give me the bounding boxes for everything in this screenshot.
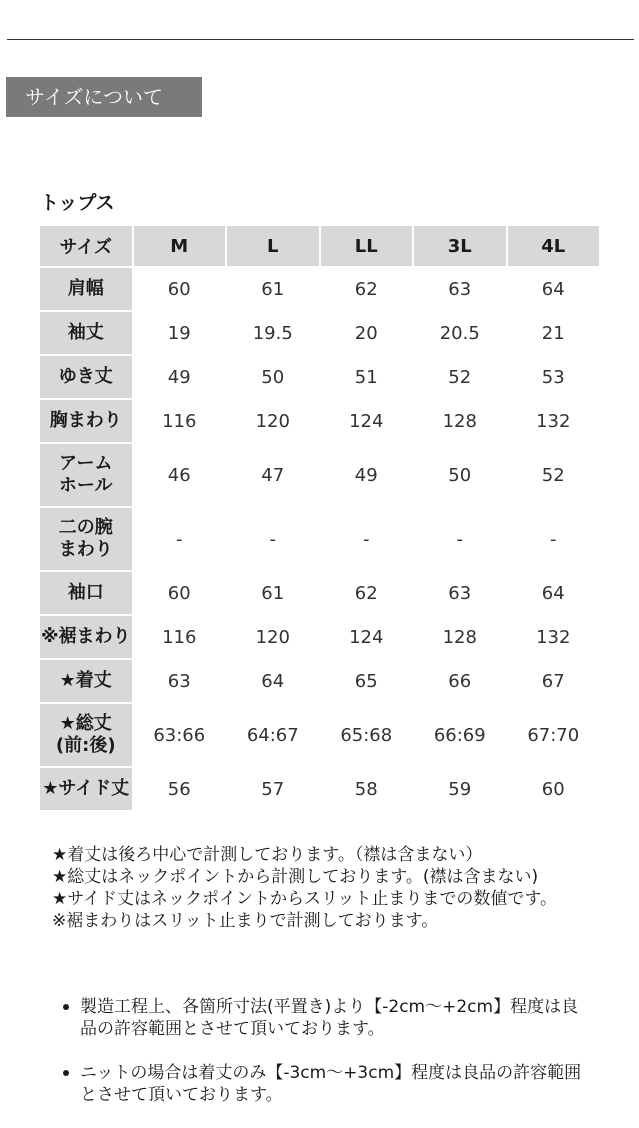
table-cell: 63 <box>448 582 472 604</box>
bullet-dot-icon <box>63 1004 69 1010</box>
table-cell: 116 <box>162 626 197 648</box>
table-cell: 61 <box>261 582 285 604</box>
table-cell: 63 <box>167 670 191 692</box>
table-cell: 63 <box>448 278 472 300</box>
row-label: 二の腕 まわり <box>40 508 132 570</box>
row-label: ★サイド丈 <box>40 768 132 810</box>
table-cell: 64 <box>541 582 565 604</box>
table-cell: 60 <box>167 582 191 604</box>
row-label: ★総丈 (前:後) <box>40 704 132 766</box>
table-cell: 67 <box>541 670 565 692</box>
row-label: 肩幅 <box>40 268 132 310</box>
table-row <box>40 444 599 506</box>
table-cell: 120 <box>255 410 290 432</box>
table-cell: 66:69 <box>433 724 486 746</box>
table-cell: - <box>456 528 463 550</box>
note-line: ★サイド丈はネックポイントからスリット止まりまでの数値です。 <box>52 889 558 909</box>
table-cell: - <box>269 528 276 550</box>
table-title: トップス <box>40 192 115 214</box>
table-cell: 60 <box>541 778 565 800</box>
size-header-cell: LL <box>321 226 413 266</box>
table-row <box>40 768 599 810</box>
table-cell: 66 <box>448 670 472 692</box>
measurement-notes <box>52 844 592 932</box>
note-line: ★総丈はネックポイントから計測しております。(襟は含まない) <box>52 867 539 887</box>
table-cell: 63:66 <box>153 724 206 746</box>
table-cell: 47 <box>261 464 285 486</box>
bullet-dot-icon <box>63 1070 69 1076</box>
table-cell: 128 <box>442 410 477 432</box>
table-row <box>40 616 599 658</box>
table-cell: 53 <box>541 366 565 388</box>
table-cell: 19.5 <box>252 322 293 344</box>
row-label: ※裾まわり <box>40 616 132 658</box>
table-cell: 132 <box>536 410 571 432</box>
table-cell: 20 <box>354 322 378 344</box>
size-table <box>38 224 601 812</box>
table-cell: 60 <box>167 278 191 300</box>
table-row <box>40 312 599 354</box>
table-cell: 49 <box>167 366 191 388</box>
row-label: 袖口 <box>40 572 132 614</box>
table-cell: 56 <box>167 778 191 800</box>
table-cell: 49 <box>354 464 378 486</box>
table-cell: 58 <box>354 778 378 800</box>
top-divider <box>7 39 634 40</box>
table-cell: 65:68 <box>340 724 393 746</box>
size-header-cell: サイズ <box>40 226 132 266</box>
list-item-text: 製造工程上、各箇所寸法(平置き)より【-2cm～+2cm】程度は良品の許容範囲とさせて頂いております。 <box>80 997 579 1039</box>
note-line: ★着丈は後ろ中心で計測しております。（襟は含まない） <box>52 845 483 865</box>
row-label: ★着丈 <box>40 660 132 702</box>
row-label: 胸まわり <box>40 400 132 442</box>
row-label: アーム ホール <box>40 444 132 506</box>
size-header-cell: M <box>134 226 226 266</box>
table-cell: - <box>363 528 370 550</box>
size-header-row <box>40 226 599 266</box>
table-row <box>40 508 599 570</box>
table-cell: 67:70 <box>527 724 580 746</box>
table-cell: 124 <box>349 626 384 648</box>
size-header-cell: L <box>227 226 319 266</box>
table-cell: 128 <box>442 626 477 648</box>
row-label: ゆき丈 <box>40 356 132 398</box>
table-cell: 116 <box>162 410 197 432</box>
table-cell: - <box>550 528 557 550</box>
table-cell: 52 <box>541 464 565 486</box>
table-cell: 65 <box>354 670 378 692</box>
list-item <box>60 1062 595 1106</box>
list-item <box>60 996 595 1040</box>
table-cell: 51 <box>354 366 378 388</box>
table-row <box>40 268 599 310</box>
table-cell: 62 <box>354 582 378 604</box>
table-cell: 64:67 <box>246 724 299 746</box>
table-row <box>40 660 599 702</box>
table-row <box>40 572 599 614</box>
table-cell: 50 <box>261 366 285 388</box>
tolerance-list <box>60 996 595 1128</box>
table-cell: 59 <box>448 778 472 800</box>
table-cell: 19 <box>167 322 191 344</box>
table-cell: 61 <box>261 278 285 300</box>
table-cell: 62 <box>354 278 378 300</box>
size-header-cell: 4L <box>508 226 600 266</box>
table-cell: 57 <box>261 778 285 800</box>
table-row <box>40 704 599 766</box>
table-cell: 64 <box>541 278 565 300</box>
list-item-text: ニットの場合は着丈のみ【-3cm～+3cm】程度は良品の許容範囲とさせて頂いております。 <box>80 1063 582 1105</box>
row-label: 袖丈 <box>40 312 132 354</box>
table-cell: 50 <box>448 464 472 486</box>
table-cell: 21 <box>541 322 565 344</box>
table-row <box>40 356 599 398</box>
size-header-cell: 3L <box>414 226 506 266</box>
table-cell: 46 <box>167 464 191 486</box>
table-cell: 124 <box>349 410 384 432</box>
table-cell: 20.5 <box>439 322 480 344</box>
table-cell: 120 <box>255 626 290 648</box>
note-line: ※裾まわりはスリット止まりで計測しております。 <box>52 911 439 931</box>
size-section-tab: サイズについて <box>6 77 202 117</box>
table-cell: - <box>176 528 183 550</box>
table-cell: 64 <box>261 670 285 692</box>
table-cell: 52 <box>448 366 472 388</box>
table-row <box>40 400 599 442</box>
table-cell: 132 <box>536 626 571 648</box>
